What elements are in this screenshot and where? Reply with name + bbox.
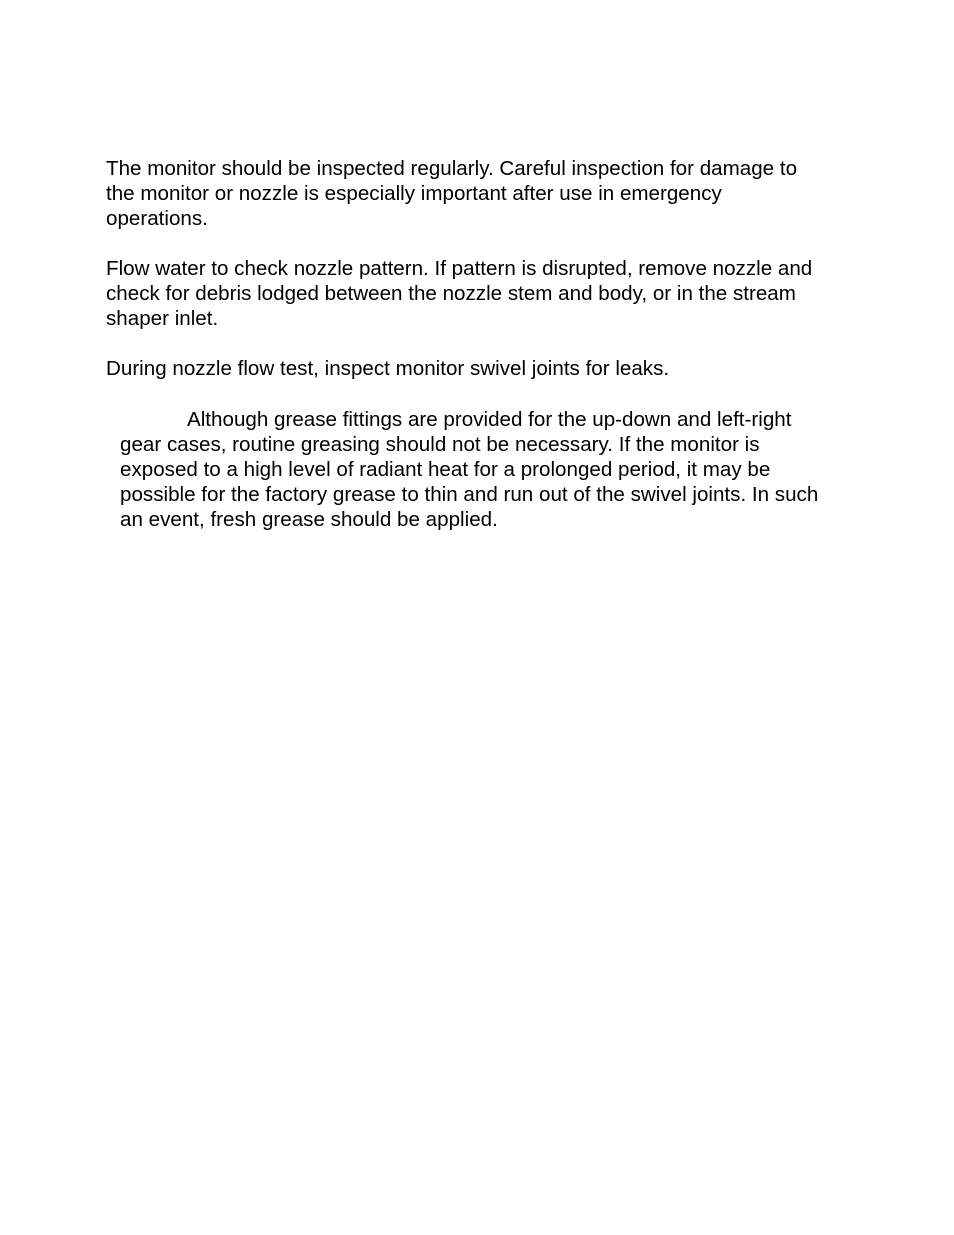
text-line: gear cases, routine greasing should not be necessary. If the monitor is bbox=[120, 433, 760, 456]
text-line: the monitor or nozzle is especially important after use in emergency bbox=[106, 182, 722, 205]
paragraph-greasing bbox=[120, 407, 818, 532]
text-line: operations. bbox=[106, 207, 208, 230]
text-line: check for debris lodged between the nozzle stem and body, or in the stream bbox=[106, 282, 796, 305]
paragraph-swivel-leaks bbox=[106, 356, 669, 381]
paragraph-inspection bbox=[106, 156, 797, 231]
text-line: shaper inlet. bbox=[106, 307, 219, 330]
text-line: During nozzle flow test, inspect monitor swivel joints for leaks. bbox=[106, 357, 670, 380]
text-line: Although grease fittings are provided for the up-down and left-right bbox=[187, 408, 792, 431]
text-line: The monitor should be inspected regularly. Careful inspection for damage to bbox=[106, 157, 798, 180]
text-line: possible for the factory grease to thin and run out of the swivel joints. In such bbox=[120, 483, 819, 506]
text-line: an event, fresh grease should be applied. bbox=[120, 508, 498, 531]
text-line: exposed to a high level of radiant heat for a prolonged period, it may be bbox=[120, 458, 771, 481]
text-line: Flow water to check nozzle pattern. If pattern is disrupted, remove nozzle and bbox=[106, 257, 813, 280]
paragraph-flow-check bbox=[106, 256, 812, 331]
